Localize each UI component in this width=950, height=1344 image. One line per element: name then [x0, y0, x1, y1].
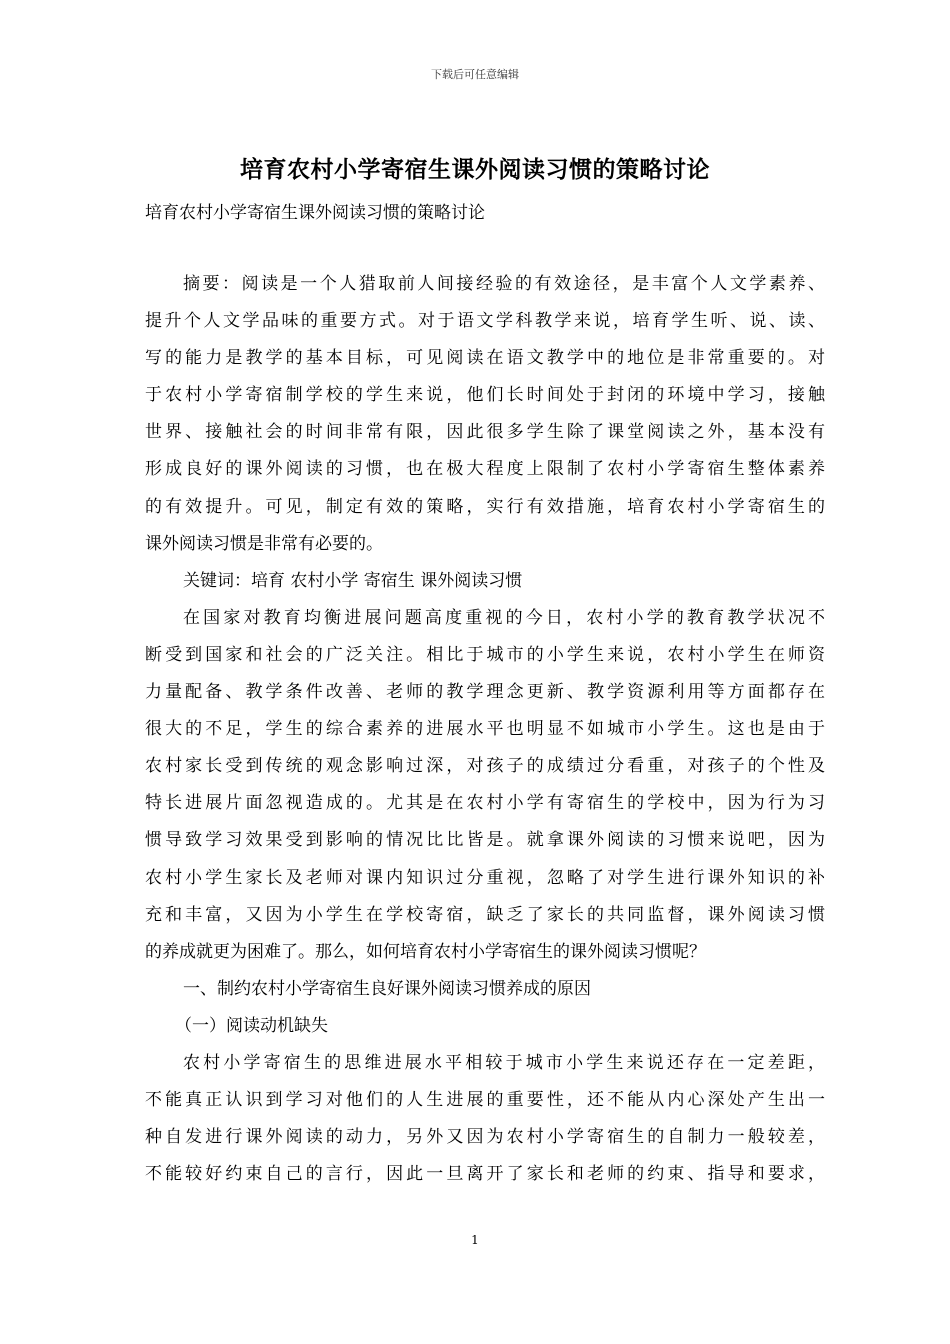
- paragraph-line: 特长进展片面忽视造成的。尤其是在农村小学有寄宿生的学校中，因为行为习: [145, 793, 825, 814]
- abstract-line: 写的能力是教学的基本目标，可见阅读在语文教学中的地位是非常重要的。对: [145, 348, 825, 369]
- paragraph-line: 力量配备、教学条件改善、老师的教学理念更新、教学资源利用等方面都存在: [145, 682, 825, 703]
- section-heading: 一、制约农村小学寄宿生良好课外阅读习惯养成的原因: [183, 978, 591, 999]
- paragraph-line: 很大的不足，学生的综合素养的进展水平也明显不如城市小学生。这也是由于: [145, 719, 825, 740]
- page-number: 1: [471, 1233, 479, 1247]
- paragraph-line: 惯导致学习效果受到影响的情况比比皆是。就拿课外阅读的习惯来说吧，因为: [145, 830, 825, 851]
- body-text: [145, 266, 825, 1193]
- abstract-line: 课外阅读习惯是非常有必要的。: [145, 533, 383, 554]
- paragraph-line: 不能真正认识到学习对他们的人生进展的重要性，还不能从内心深处产生出一: [145, 1090, 825, 1111]
- document-subtitle: 培育农村小学寄宿生课外阅读习惯的策略讨论: [145, 203, 485, 223]
- paragraph-line: 的养成就更为困难了。那么，如何培育农村小学寄宿生的课外阅读习惯呢？: [145, 941, 706, 962]
- paragraph-line: 农村家长受到传统的观念影响过深，对孩子的成绩过分看重，对孩子的个性及: [145, 756, 825, 777]
- paragraph-line: 在国家对教育均衡进展问题高度重视的今日，农村小学的教育教学状况不: [183, 607, 825, 628]
- abstract-line: 的有效提升。可见，制定有效的策略，实行有效措施，培育农村小学寄宿生的: [145, 496, 825, 517]
- abstract-line: 于农村小学寄宿制学校的学生来说，他们长时间处于封闭的环境中学习，接触: [145, 385, 825, 406]
- header-note: 下载后可任意编辑: [431, 68, 519, 81]
- paragraph-line: 农村小学生家长及老师对课内知识过分重视，忽略了对学生进行课外知识的补: [145, 867, 825, 888]
- paragraph-line: 农村小学寄宿生的思维进展水平相较于城市小学生来说还存在一定差距，: [183, 1052, 825, 1073]
- keywords-line: 关键词：培育 农村小学 寄宿生 课外阅读习惯: [183, 570, 523, 591]
- subsection-heading: （一）阅读动机缺失: [175, 1015, 328, 1036]
- paragraph-line: 断受到国家和社会的广泛关注。相比于城市的小学生来说，农村小学生在师资: [145, 644, 825, 665]
- paragraph-line: 种自发进行课外阅读的动力，另外又因为农村小学寄宿生的自制力一般较差，: [145, 1127, 825, 1148]
- abstract-line: 摘要：阅读是一个人猎取前人间接经验的有效途径，是丰富个人文学素养、: [183, 274, 825, 294]
- abstract-line: 世界、接触社会的时间非常有限，因此很多学生除了课堂阅读之外，基本没有: [145, 422, 825, 443]
- paragraph-line: 充和丰富，又因为小学生在学校寄宿，缺乏了家长的共同监督，课外阅读习惯: [145, 904, 825, 925]
- document-title: 培育农村小学寄宿生课外阅读习惯的策略讨论: [240, 156, 710, 183]
- abstract-line: 形成良好的课外阅读的习惯，也在极大程度上限制了农村小学寄宿生整体素养: [145, 459, 825, 480]
- paragraph-line: 不能较好约束自己的言行，因此一旦离开了家长和老师的约束、指导和要求，: [145, 1164, 825, 1185]
- abstract-line: 提升个人文学品味的重要方式。对于语文学科教学来说，培育学生听、说、读、: [145, 311, 825, 332]
